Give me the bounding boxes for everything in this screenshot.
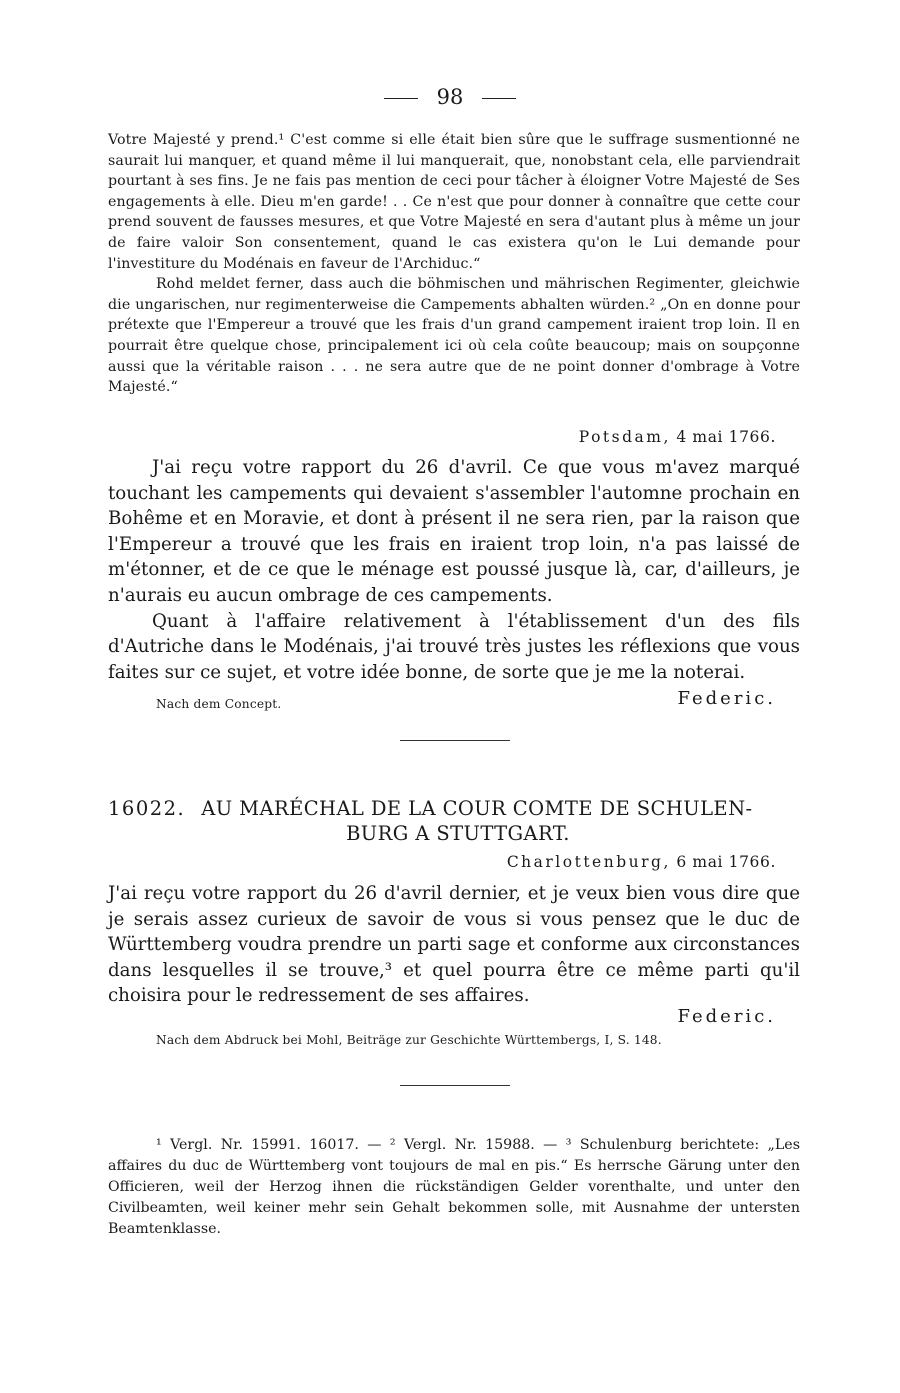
footnote-text: ¹ Vergl. Nr. 15991. 16017. — ² Vergl. Nr. 15988. — ³ Schulenburg berichtete: „Les affaires du duc de Württemberg vont toujours de mal en pis.“ Es herrsche Gärung unter den Officieren, weil der Herzog ihnen die rückständigen Gelder vorenthalte, und unter den Civilbeamten, weil keiner mehr sein Gehalt bekommen solle, mit Ausnahme der untersten Beamtenklasse. [108, 1137, 800, 1237]
dateline-charlottenburg [507, 853, 776, 871]
page-header [0, 84, 900, 110]
heading-line-2: BURG A STUTTGART. [346, 822, 570, 845]
letter-body-2 [108, 881, 800, 1009]
footnotes [108, 1135, 800, 1240]
dateline-date: 4 mai 1766. [676, 428, 776, 446]
source-note-2: Nach dem Abdruck bei Mohl, Beiträge zur Geschichte Württembergs, I, S. 148. [156, 1033, 662, 1047]
page-number: 98 [436, 85, 464, 109]
dateline-place: Potsdam, [578, 428, 671, 446]
section-divider-1 [400, 740, 510, 741]
section-divider-2 [400, 1085, 510, 1086]
source-note-1: Nach dem Concept. [156, 697, 282, 711]
letter-body-1 [108, 455, 800, 685]
letter-2-paragraph-1: J'ai reçu votre rapport du 26 d'avril dernier, et je veux bien vous dire que je serais assez curieux de savoir de vous si vous pensez que le duc de Württemberg voudra prendre un parti sage et conforme aux circonstances dans lesquelles il se trouve,³ et quel pourra être ce même parti qu'il choisira pour le redressement de ses affaires. [108, 883, 800, 1007]
heading-line-1 [108, 796, 808, 821]
letter-number: 16022. [108, 797, 186, 820]
header-dash-left [384, 98, 418, 99]
letter-heading [108, 796, 808, 846]
signature-2: Federic. [677, 1006, 776, 1027]
report-paragraph-1: Votre Majesté y prend.¹ C'est comme si elle était bien sûre que le suffrage susmentionné ne saurait lui manquer, et quand même il lui manquerait, que, nonobstant cela, elle parviendrait pourtant à ses fins. Je ne fais pas mention de ceci pour tâcher à éloigner Votre Majesté de Ses engagements à elle. Dieu m'en garde! . . Ce n'est que pour donner à connaître que cette cour prend souvent de fausses mesures, et que Votre Majesté en sera d'autant plus à même un jour de faire valoir Son consentement, quand le cas existera qu'on le Lui demande pour l'investiture du Modénais en faveur de l'Archiduc.“ [108, 132, 800, 272]
header-dash-right [482, 98, 516, 99]
dateline-place-2: Charlottenburg, [506, 853, 671, 871]
letter-1-paragraph-2: Quant à l'affaire relativement à l'établissement d'un des fils d'Autriche dans le Modénais, j'ai trouvé très justes les réflexions que vous faites sur ce sujet, et votre idée bonne, de sorte que je me la noterai. [108, 610, 800, 683]
dateline-date-2: 6 mai 1766. [676, 853, 776, 871]
heading-title-1: AU MARÉCHAL DE LA COUR COMTE DE SCHULEN- [201, 797, 753, 820]
report-paragraph-2: Rohd meldet ferner, dass auch die böhmischen und mährischen Regimenter, gleichwie die ungarischen, nur regimenterweise die Campements abhalten würden.² „On en donne pour prétexte que l'Empereur a trouvé que les frais d'un grand campement iraient trop loin. Il en pourrait être quelque chose, principalement ici où cela coûte beaucoup; mais on soupçonne aussi que la véritable raison . . . ne sera autre que de ne point donner d'ombrage à Votre Majesté.“ [108, 276, 800, 396]
dateline-potsdam [579, 428, 776, 446]
letter-1-paragraph-1: J'ai reçu votre rapport du 26 d'avril. Ce que vous m'avez marqué touchant les campements qui devaient s'assembler l'automne prochain en Bohême et en Moravie, et dont à présent il ne sera rien, par la raison que l'Empereur a trouvé que les frais en iraient trop loin, n'a pas laissé de m'étonner, et de ce que le ménage est poussé jusque là, car, d'ailleurs, je n'aurais eu aucun ombrage de ces campements. [108, 457, 800, 606]
signature-1: Federic. [677, 688, 776, 709]
report-excerpt [108, 130, 800, 398]
